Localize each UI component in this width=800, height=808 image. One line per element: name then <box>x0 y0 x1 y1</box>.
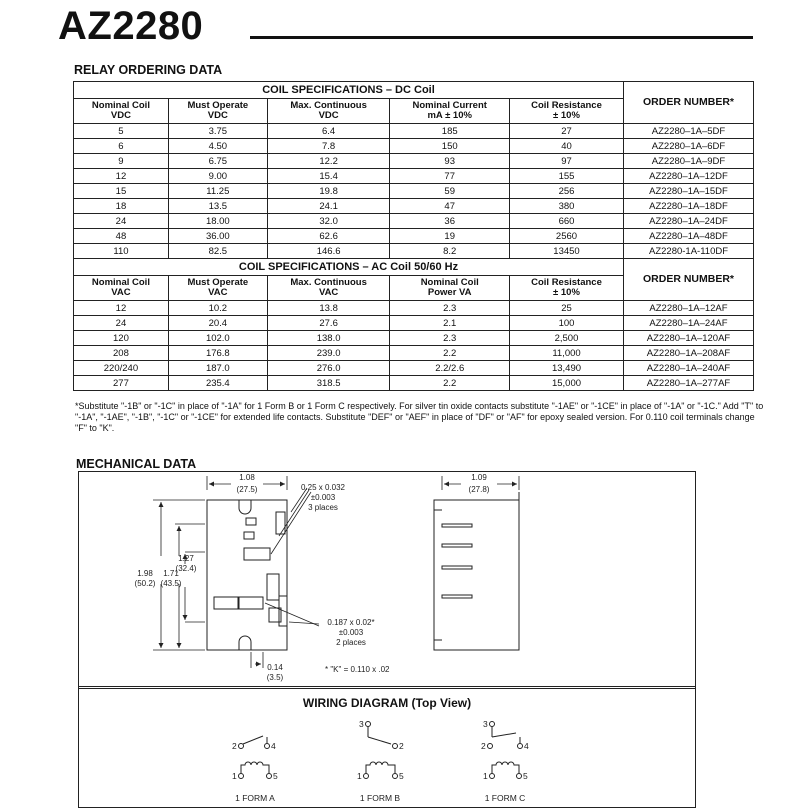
k-terminal-note: * "K" = 0.110 x .02 <box>325 665 390 674</box>
dc-order-number-cell: AZ2280–1A–9DF <box>624 154 754 169</box>
section-heading-ordering: RELAY ORDERING DATA <box>74 63 223 77</box>
ac-table-cell: 176.8 <box>168 346 267 361</box>
ac-table-cell: 208 <box>74 346 169 361</box>
tab-places-label: 3 places <box>308 503 338 512</box>
coil-tab-dimension-label: 0.187 x 0.02* <box>327 618 375 627</box>
ac-table-row <box>74 301 754 316</box>
ac-table-cell: 102.0 <box>168 331 267 346</box>
dc-table-row <box>74 214 754 229</box>
form-c-pin-3: 3 <box>483 719 488 729</box>
wiring-diagrams <box>79 687 695 807</box>
dc-order-number-cell: AZ2280–1A–15DF <box>624 184 754 199</box>
form-b-pin-1: 1 <box>357 771 362 781</box>
dc-banner: COIL SPECIFICATIONS – DC Coil <box>74 82 624 99</box>
ac-table-cell: 318.5 <box>267 376 390 391</box>
ac-table-row <box>74 316 754 331</box>
dc-table-cell: 19 <box>390 229 510 244</box>
title-rule <box>250 36 753 39</box>
ac-table-cell: 15,000 <box>509 376 623 391</box>
dc-column-header: Max. Continuous VDC <box>267 99 390 124</box>
ac-order-number-cell: AZ2280–1A–24AF <box>624 316 754 331</box>
dc-table-cell: 62.6 <box>267 229 390 244</box>
ac-table-cell: 2.1 <box>390 316 510 331</box>
form-b-diagram <box>364 722 398 779</box>
ac-table-cell: 2,500 <box>509 331 623 346</box>
ac-table-cell: 138.0 <box>267 331 390 346</box>
dc-order-number-cell: AZ2280–1A–24DF <box>624 214 754 229</box>
ac-table-cell: 2.2 <box>390 346 510 361</box>
dc-table-cell: 6.4 <box>267 124 390 139</box>
dc-table-cell: 15.4 <box>267 169 390 184</box>
ac-order-number-cell: AZ2280–1A–120AF <box>624 331 754 346</box>
dc-order-header: ORDER NUMBER* <box>624 82 754 124</box>
ac-table-row <box>74 331 754 346</box>
dc-table-cell: 9.00 <box>168 169 267 184</box>
ac-column-header: Max. Continuous VAC <box>267 276 390 301</box>
form-a-pin-5: 5 <box>273 771 278 781</box>
wiring-diagram-box <box>78 686 696 808</box>
dc-table-cell: 82.5 <box>168 244 267 259</box>
ac-table-cell: 12 <box>74 301 169 316</box>
form-a-diagram <box>239 736 272 779</box>
ac-table-cell: 120 <box>74 331 169 346</box>
form-c-pin-4: 4 <box>524 741 529 751</box>
height-tab-mm-label: (32.4) <box>175 564 197 573</box>
dc-table-row <box>74 184 754 199</box>
ac-table-cell: 277 <box>74 376 169 391</box>
ordering-footnote: *Substitute "-1B" or "-1C" in place of "-1A" for 1 Form B or 1 Form C respectively. For silver tin oxide contacts substitute "-1AE" or "-1CE" in place of "-1A" or "-1C." Add "T" to "-1A", "-1AE", "-1B", "-1C" or "-1CE" for extended life contacts. Substitute "DEF" or "AEF" in place of "DF" or "AF" for epoxy sealed version. For 0.110 coil terminals change "F" to "K". <box>75 401 764 433</box>
dc-column-header: Must Operate VDC <box>168 99 267 124</box>
dc-order-number-cell: AZ2280–1A–6DF <box>624 139 754 154</box>
wiring-title: WIRING DIAGRAM (Top View) <box>302 696 472 710</box>
dc-table-cell: 36 <box>390 214 510 229</box>
dc-table-cell: 40 <box>509 139 623 154</box>
mechanical-drawing <box>79 472 695 688</box>
form-c-pin-5: 5 <box>523 771 528 781</box>
ac-table-cell: 2.3 <box>390 301 510 316</box>
side-width-mm-label: (27.8) <box>468 485 490 494</box>
ac-order-number-cell: AZ2280–1A–240AF <box>624 361 754 376</box>
dc-table-cell: 48 <box>74 229 169 244</box>
dc-table-cell: 9 <box>74 154 169 169</box>
dc-column-header: Nominal Coil VDC <box>74 99 169 124</box>
ac-table-cell: 2.3 <box>390 331 510 346</box>
section-heading-mechanical: MECHANICAL DATA <box>76 457 197 471</box>
dc-table-cell: 18.00 <box>168 214 267 229</box>
ac-order-header: ORDER NUMBER* <box>624 259 754 301</box>
dc-column-header: Coil Resistance ± 10% <box>509 99 623 124</box>
form-b-pin-5: 5 <box>399 771 404 781</box>
dc-order-number-cell: AZ2280–1A–5DF <box>624 124 754 139</box>
coil-tab-places-label: 2 places <box>336 638 366 647</box>
dc-table-cell: 256 <box>509 184 623 199</box>
height-total-in-label: 1.98 <box>137 569 153 578</box>
relay-side-view <box>434 492 519 650</box>
dc-table-cell: 32.0 <box>267 214 390 229</box>
form-a-pin-4: 4 <box>271 741 276 751</box>
dc-table-row <box>74 244 754 259</box>
ac-table-cell: 100 <box>509 316 623 331</box>
side-width-in-label: 1.09 <box>471 473 487 482</box>
form-b-pin-3: 3 <box>359 719 364 729</box>
width-in-label: 1.08 <box>239 473 255 482</box>
ac-column-header: Must Operate VAC <box>168 276 267 301</box>
tab-tolerance-label: ±0.003 <box>310 493 336 502</box>
ac-order-number-cell: AZ2280–1A–12AF <box>624 301 754 316</box>
dc-table-cell: 5 <box>74 124 169 139</box>
page-title: AZ2280 <box>58 4 204 48</box>
dc-table-cell: 11.25 <box>168 184 267 199</box>
ac-column-header: Nominal Coil VAC <box>74 276 169 301</box>
form-a-label: 1 FORM A <box>235 793 275 803</box>
ac-table-cell: 24 <box>74 316 169 331</box>
ac-table-cell: 10.2 <box>168 301 267 316</box>
ac-table-cell: 27.6 <box>267 316 390 331</box>
dc-table-cell: 110 <box>74 244 169 259</box>
dc-table-cell: 6.75 <box>168 154 267 169</box>
dc-table-cell: 380 <box>509 199 623 214</box>
form-a-pin-2: 2 <box>232 741 237 751</box>
dc-order-number-cell: AZ2280-1A-110DF <box>624 244 754 259</box>
dc-table-row <box>74 139 754 154</box>
ac-table-cell: 13.8 <box>267 301 390 316</box>
dc-table-row <box>74 124 754 139</box>
ac-table-cell: 235.4 <box>168 376 267 391</box>
dc-table-cell: 7.8 <box>267 139 390 154</box>
dc-table-row <box>74 229 754 244</box>
ac-table-row <box>74 361 754 376</box>
bottom-mm-label: (3.5) <box>266 673 284 682</box>
width-mm-label: (27.5) <box>236 485 258 494</box>
dc-table-cell: 97 <box>509 154 623 169</box>
ac-table-cell: 13,490 <box>509 361 623 376</box>
ac-column-header: Coil Resistance ± 10% <box>509 276 623 301</box>
dc-table-cell: 19.8 <box>267 184 390 199</box>
ac-table-cell: 20.4 <box>168 316 267 331</box>
dc-table-cell: 93 <box>390 154 510 169</box>
ac-table-cell: 11,000 <box>509 346 623 361</box>
bottom-in-label: 0.14 <box>267 663 283 672</box>
ac-table-row <box>74 346 754 361</box>
dc-table-cell: 77 <box>390 169 510 184</box>
ac-table-row <box>74 376 754 391</box>
form-c-diagram <box>488 722 523 779</box>
dc-table-cell: 13.5 <box>168 199 267 214</box>
dc-table-cell: 12 <box>74 169 169 184</box>
dc-table-row <box>74 199 754 214</box>
dc-table-cell: 24 <box>74 214 169 229</box>
ac-table-cell: 2.2/2.6 <box>390 361 510 376</box>
tab-dimension-label: 0.25 x 0.032 <box>300 483 346 492</box>
form-b-label: 1 FORM B <box>359 793 401 803</box>
dc-table-cell: 8.2 <box>390 244 510 259</box>
ac-order-number-cell: AZ2280–1A–208AF <box>624 346 754 361</box>
height-mid-in-label: 1.71 <box>163 569 179 578</box>
dc-table-cell: 12.2 <box>267 154 390 169</box>
ac-banner: COIL SPECIFICATIONS – AC Coil 50/60 Hz <box>74 259 624 276</box>
dc-order-number-cell: AZ2280–1A–12DF <box>624 169 754 184</box>
ac-table-cell: 2.2 <box>390 376 510 391</box>
dc-table-cell: 2560 <box>509 229 623 244</box>
dc-table-cell: 6 <box>74 139 169 154</box>
dc-table-cell: 150 <box>390 139 510 154</box>
form-a-pin-1: 1 <box>232 771 237 781</box>
dc-order-number-cell: AZ2280–1A–18DF <box>624 199 754 214</box>
dc-table-cell: 146.6 <box>267 244 390 259</box>
dc-table-cell: 4.50 <box>168 139 267 154</box>
dc-table-cell: 27 <box>509 124 623 139</box>
height-total-mm-label: (50.2) <box>134 579 156 588</box>
ac-table-cell: 276.0 <box>267 361 390 376</box>
dc-table-cell: 24.1 <box>267 199 390 214</box>
dc-table-cell: 185 <box>390 124 510 139</box>
ac-table-cell: 220/240 <box>74 361 169 376</box>
coil-tab-tolerance-label: ±0.003 <box>338 628 364 637</box>
dc-table-row <box>74 169 754 184</box>
ac-table-cell: 25 <box>509 301 623 316</box>
dc-order-number-cell: AZ2280–1A–48DF <box>624 229 754 244</box>
dc-table-cell: 36.00 <box>168 229 267 244</box>
ac-table-cell: 187.0 <box>168 361 267 376</box>
dc-table-cell: 47 <box>390 199 510 214</box>
dc-table-cell: 18 <box>74 199 169 214</box>
dc-table-cell: 155 <box>509 169 623 184</box>
dc-table-cell: 59 <box>390 184 510 199</box>
form-c-pin-1: 1 <box>483 771 488 781</box>
relay-front-view <box>207 500 287 650</box>
dc-table-cell: 15 <box>74 184 169 199</box>
dc-column-header: Nominal Current mA ± 10% <box>390 99 510 124</box>
form-c-label: 1 FORM C <box>484 793 526 803</box>
dc-table-cell: 660 <box>509 214 623 229</box>
form-c-pin-2: 2 <box>481 741 486 751</box>
ac-column-header: Nominal Coil Power VA <box>390 276 510 301</box>
dc-table-cell: 13450 <box>509 244 623 259</box>
height-tab-in-label: 1.27 <box>178 554 194 563</box>
ac-order-number-cell: AZ2280–1A–277AF <box>624 376 754 391</box>
dc-table-cell: 3.75 <box>168 124 267 139</box>
height-mid-mm-label: (43.5) <box>160 579 182 588</box>
ac-table-cell: 239.0 <box>267 346 390 361</box>
dc-table-row <box>74 154 754 169</box>
form-b-pin-2: 2 <box>399 741 404 751</box>
mechanical-drawing-box <box>78 471 696 689</box>
ordering-table <box>73 81 754 391</box>
